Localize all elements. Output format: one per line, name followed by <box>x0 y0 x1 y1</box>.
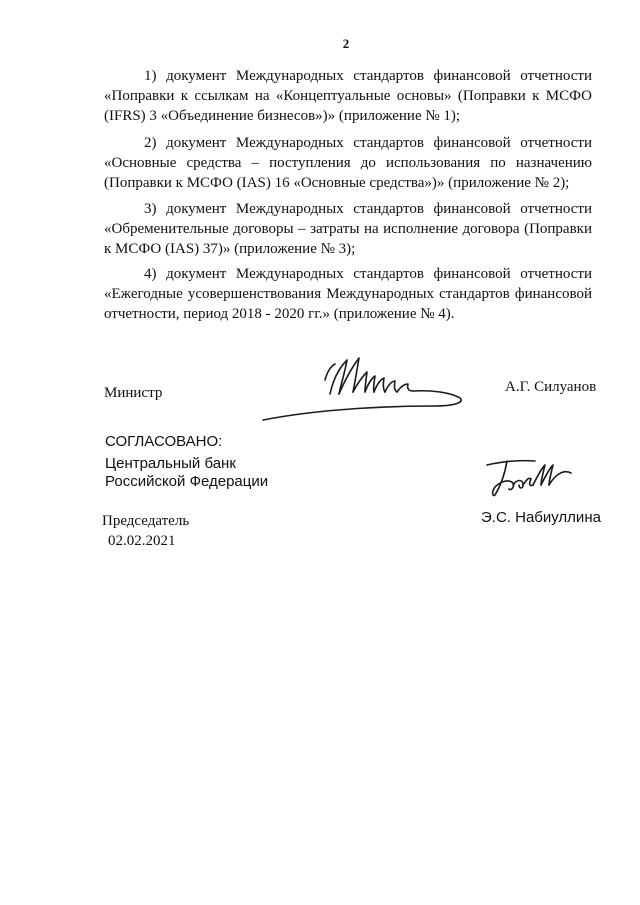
minister-signature-image <box>255 350 470 430</box>
list-item: 4) документ Международных стандартов финансовой отчетности «Ежегодные усовершенствования Международных стандартов финансовой отчетности, период 2018 - 2020 гг.» (приложение № 4). <box>104 266 592 322</box>
minister-name: А.Г. Силуанов <box>505 379 597 395</box>
list-item: 2) документ Международных стандартов финансовой отчетности «Основные средства – поступления до использования по назначению (Поправки к МСФО (IAS) 16 «Основные средства»)» (приложение № 2); <box>104 135 592 191</box>
chair-title: Председатель <box>102 513 190 529</box>
chair-date: 02.02.2021 <box>108 533 176 549</box>
bank-name-line1: Центральный банк <box>105 455 236 472</box>
chair-signature-image <box>483 455 583 500</box>
list-item: 3) документ Международных стандартов финансовой отчетности «Обременительные договоры – затраты на исполнение договора (Поправки к МСФО (IAS) 37)» (приложение № 3); <box>104 201 592 257</box>
list-item: 1) документ Международных стандартов финансовой отчетности «Поправки к ссылкам на «Концептуальные основы» (Поправки к МСФО (IFRS) 3 «Объединение бизнесов»)» (приложение № 1); <box>104 68 592 124</box>
minister-title: Министр <box>104 385 163 401</box>
bank-name-line2: Российской Федерации <box>105 473 269 490</box>
page-number: 2 <box>342 36 350 51</box>
agreement-label: СОГЛАСОВАНО: <box>105 433 223 450</box>
chair-name: Э.С. Набиуллина <box>481 509 601 526</box>
